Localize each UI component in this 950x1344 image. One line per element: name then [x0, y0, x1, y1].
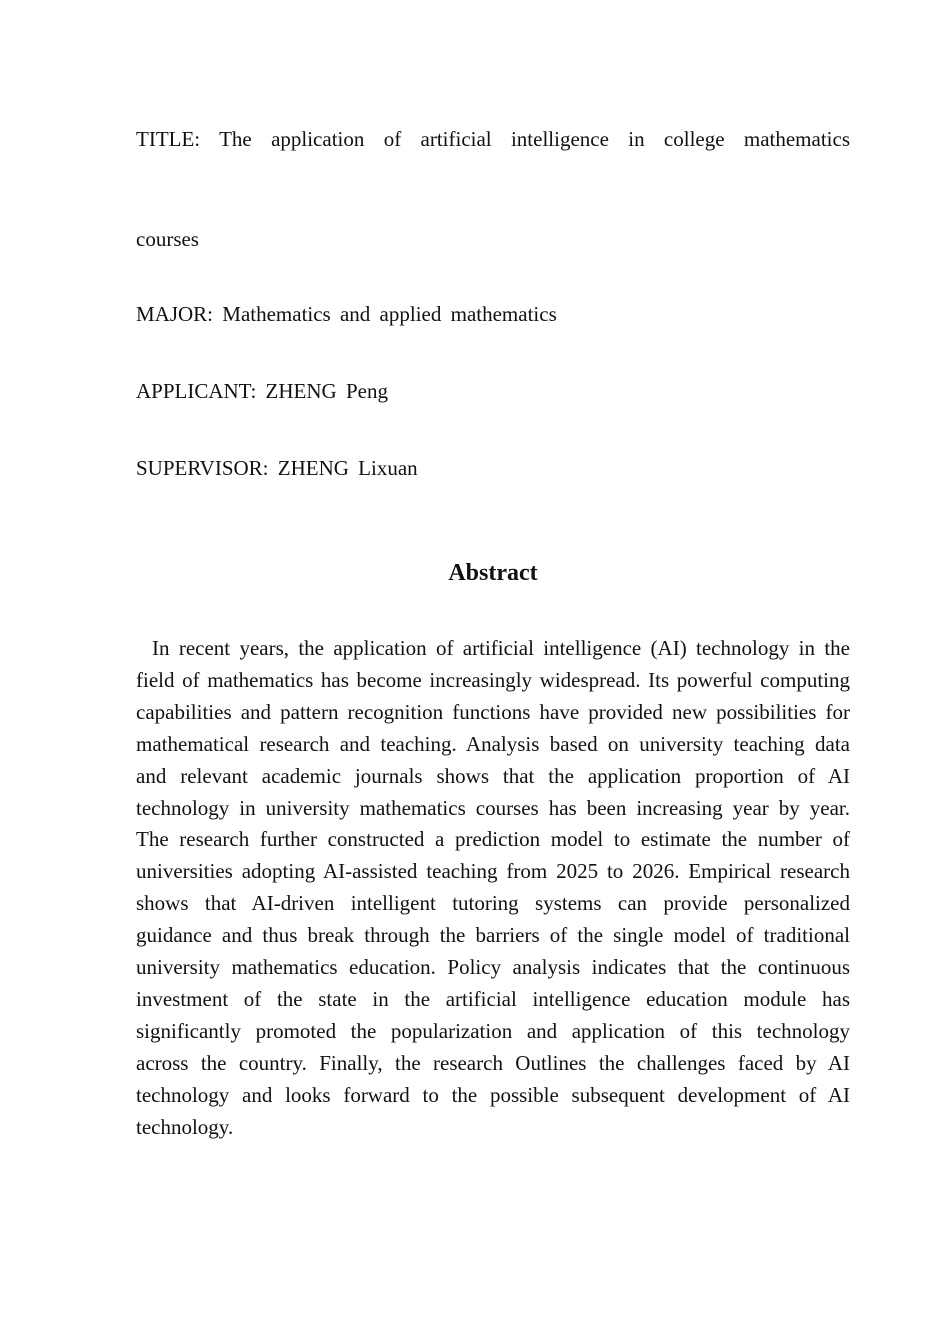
major-line: MAJOR: Mathematics and applied mathematics	[136, 302, 557, 326]
abstract-body: In recent years, the application of artificial intelligence (AI) technology in the field of mathematics has become increasingly widespread. Its powerful computing capabilities and pattern recognition functions have provided new possibilities for mathematical research and teaching. Analysis based on university teaching data and relevant academic journals shows that the application proportion of AI technology in university mathematics courses has been increasing year by year. The research further constructed a prediction model to estimate the number of universities adopting AI-assisted teaching from 2025 to 2026. Empirical research shows that AI-driven intelligent tutoring systems can provide personalized guidance and thus break through the barriers of the single model of traditional university mathematics education. Policy analysis indicates that the continuous investment of the state in the artificial intelligence education module has significantly promoted the popularization and application of this technology across the country. Finally, the research Outlines the challenges faced by AI technology and looks forward to the possible subsequent development of AI technology.	[136, 636, 850, 1139]
title-line-2: courses	[136, 227, 199, 251]
applicant-line: APPLICANT: ZHENG Peng	[136, 379, 388, 403]
title-line-1: TITLE: The application of artificial intelligence in college mathematics	[136, 127, 850, 151]
abstract-heading: Abstract	[448, 560, 538, 586]
supervisor-line: SUPERVISOR: ZHENG Lixuan	[136, 456, 418, 480]
